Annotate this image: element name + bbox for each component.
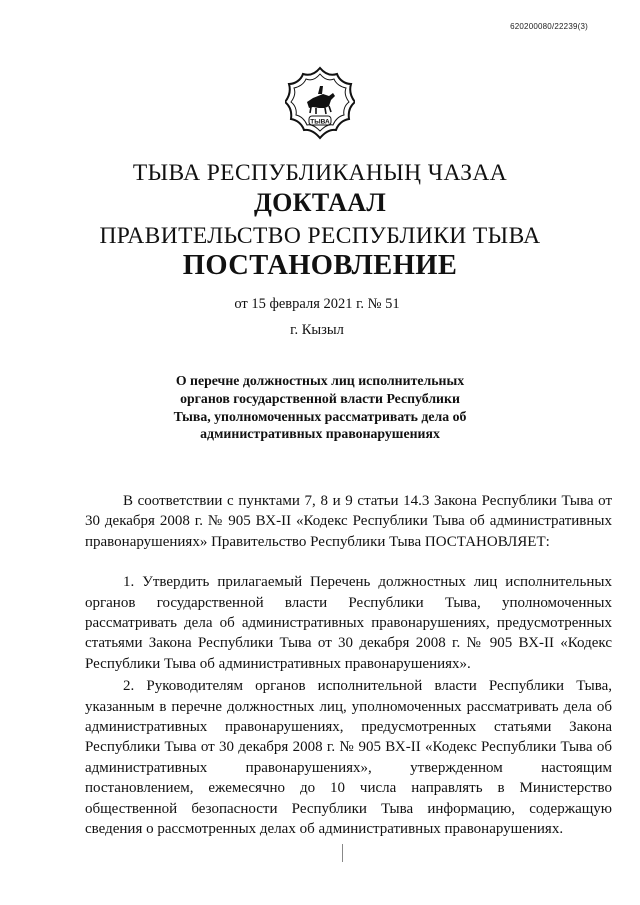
document-code: 620200080/22239(3) bbox=[510, 22, 588, 31]
document-body bbox=[85, 491, 612, 840]
tuva-government-heading: ТЫВА РЕСПУБЛИКАНЫҢ ЧАЗАА bbox=[132, 160, 508, 186]
emblem-lettering: ТЫВА bbox=[310, 118, 330, 126]
page-mark bbox=[342, 844, 343, 862]
item-2-paragraph: 2. Руководителям органов исполнительной власти Республики Тыва, указанным в перечне должностных лиц, уполномоченных рассматривать дела об административных правонарушениях, предусмотренных статьями Закона Республики Тыва от 30 декабря 2008 г. № 905 ВХ-II «Кодекс Республики Тыва об административных правонарушениях», утвержденном настоящим постановлением, ежемесячно до 10 числа направлять в Министерство общественной безопасности Республики Тыва информацию, содержащую сведения о рассмотренных делах об административных правонарушениях. bbox=[85, 678, 612, 838]
document-city: г. Кызыл bbox=[290, 322, 344, 338]
tuva-document-type: ДОКТААЛ bbox=[253, 188, 387, 217]
preamble-paragraph: В соответствии с пунктами 7, 8 и 9 статьи 14.3 Закона Республики Тыва от 30 декабря 2008 г. № 905 ВХ-II «Кодекс Республики Тыва об административных правонарушениях» Правительство Республики Тыва ПОСТАНОВЛЯЕТ: bbox=[85, 493, 612, 550]
document-date: от 15 февраля 2021 г. № 51 bbox=[234, 296, 400, 312]
item-1-paragraph: 1. Утвердить прилагаемый Перечень должностных лиц исполнительных органов государственной власти Республики Тыва, уполномоченных рассматривать дела об административных правонарушениях, предусмотренных статьями Закона Республики Тыва от 30 декабря 2008 г. № 905 ВХ-II «Кодекс Республики Тыва об административных правонарушениях». bbox=[85, 574, 612, 672]
russian-document-type: ПОСТАНОВЛЕНИЕ bbox=[182, 250, 458, 281]
tuva-coat-of-arms-icon bbox=[285, 66, 355, 144]
russian-government-heading: ПРАВИТЕЛЬСТВО РЕСПУБЛИКИ ТЫВА bbox=[99, 223, 541, 249]
document-title: О перечне должностных лиц исполнительных органов государственной власти Республики Тыва, уполномоченных рассматривать дела об административных правонарушениях bbox=[173, 373, 467, 442]
